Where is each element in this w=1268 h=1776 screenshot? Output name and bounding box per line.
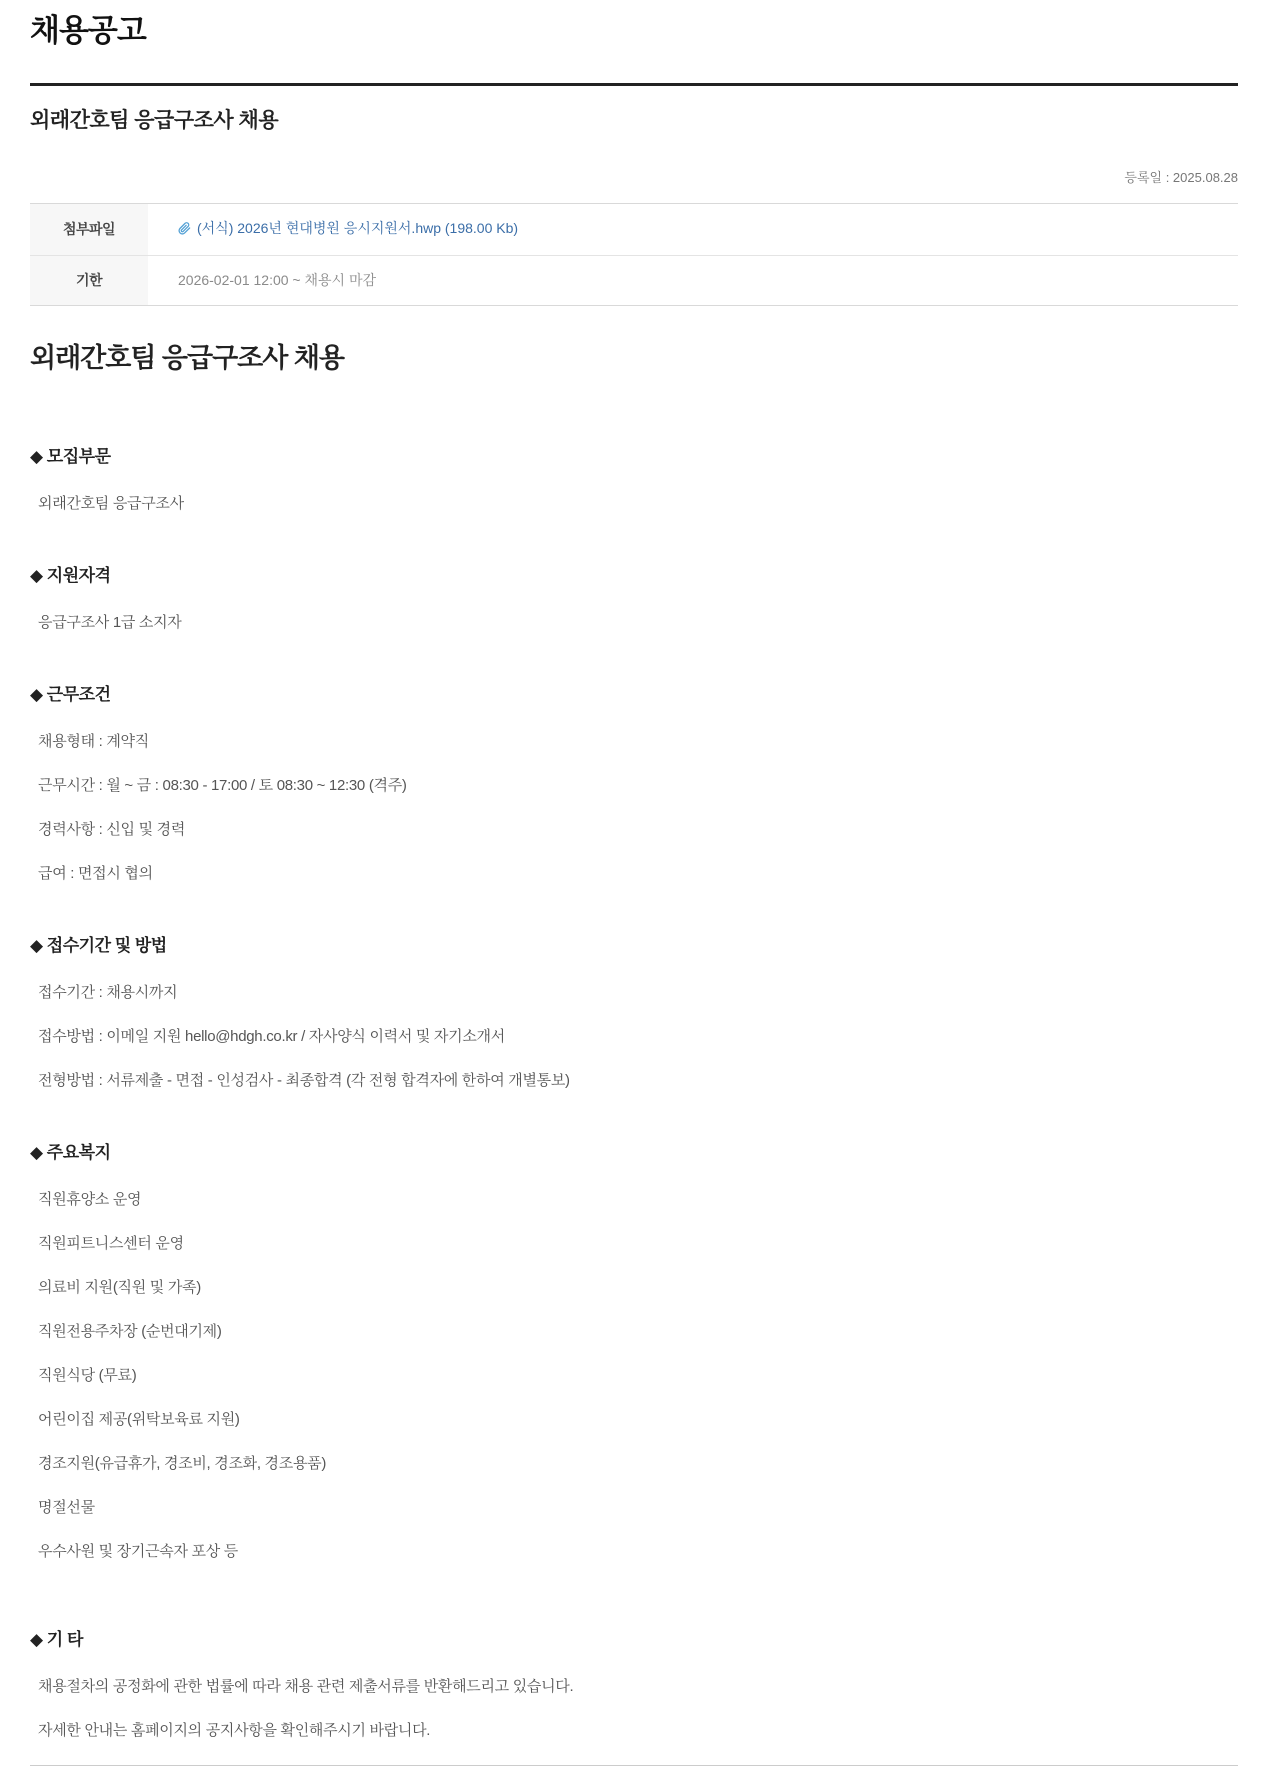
section-line: 경력사항 : 신입 및 경력 [38,821,186,838]
section-line: 명절선물 [38,1499,95,1516]
section-heading: ◆ 접수기간 및 방법 [30,936,167,955]
deadline-row [30,256,1238,306]
title-divider [30,83,1238,86]
post-title: 외래간호팀 응급구조사 채용 [30,109,279,132]
section-lines [30,732,1238,884]
sections-container [30,447,1238,1741]
attachment-file-name: (서식) 2026년 현대병원 응시지원서.hwp (198.00 Kb) [197,220,519,236]
content-section [30,566,1238,633]
section-line: 채용형태 : 계약직 [38,733,149,750]
content-section [30,447,1238,514]
section-line: 채용절차의 공정화에 관한 법률에 따라 채용 관련 제출서류를 반환해드리고 있습니다. [38,1678,574,1695]
section-line: 직원전용주차장 (순번대기제) [38,1323,222,1340]
paperclip-icon [178,222,191,235]
section-line: 직원식당 (무료) [38,1367,137,1384]
section-lines [30,613,1238,633]
section-line: 우수사원 및 장기근속자 포상 등 [38,1543,238,1560]
content-section [30,685,1238,884]
section-heading: ◆ 지원자격 [30,566,111,585]
section-line: 전형방법 : 서류제출 - 면접 - 인성검사 - 최종합격 (각 전형 합격자에 한하여 개별통보) [38,1072,570,1089]
bottom-divider [30,1765,1238,1766]
section-heading: ◆ 모집부문 [30,447,111,466]
section-line: 경조지원(유급휴가, 경조비, 경조화, 경조용품) [38,1455,327,1472]
section-lines [30,1677,1238,1741]
page-title: 채용공고 [30,13,146,48]
section-lines [30,1190,1238,1562]
section-line: 직원휴양소 운영 [38,1191,142,1208]
section-line: 접수방법 : 이메일 지원 hello@hdgh.co.kr / 자사양식 이력서 및 자기소개서 [38,1028,505,1045]
section-heading: ◆ 기 타 [30,1630,83,1649]
registration-date: 등록일 : 2025.08.28 [1124,170,1238,185]
attachment-label: 첨부파일 [30,204,148,256]
section-line: 접수기간 : 채용시까지 [38,984,178,1001]
section-line: 급여 : 면접시 협의 [38,865,153,882]
body-heading: 외래간호팀 응급구조사 채용 [30,343,344,373]
section-line: 직원피트니스센터 운영 [38,1235,184,1252]
attachment-cell [148,204,1238,256]
section-line: 응급구조사 1급 소지자 [38,614,182,631]
content-section [30,936,1238,1091]
section-lines [30,494,1238,514]
section-lines [30,983,1238,1091]
section-line: 근무시간 : 월 ~ 금 : 08:30 - 17:00 / 토 08:30 ~ 12:30 (격주) [38,777,407,794]
content-section [30,1630,1238,1741]
attachment-file-link[interactable] [178,220,518,237]
deadline-value: 2026-02-01 12:00 ~ 채용시 마감 [178,272,377,288]
content-section [30,1143,1238,1562]
section-line: 자세한 안내는 홈페이지의 공지사항을 확인해주시기 바랍니다. [38,1722,431,1739]
attachment-row [30,204,1238,256]
section-line: 의료비 지원(직원 및 가족) [38,1279,201,1296]
deadline-label: 기한 [30,256,148,306]
section-heading: ◆ 주요복지 [30,1143,111,1162]
section-heading: ◆ 근무조건 [30,685,111,704]
post-meta-table [30,203,1238,306]
section-line: 어린이집 제공(위탁보육료 지원) [38,1411,240,1428]
section-line: 외래간호팀 응급구조사 [38,495,184,512]
